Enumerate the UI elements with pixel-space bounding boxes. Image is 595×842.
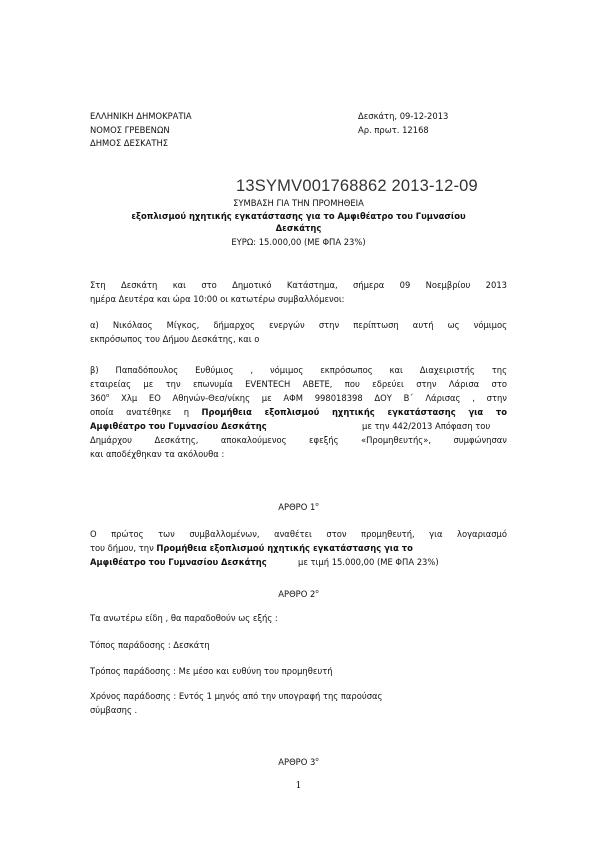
header-date: Δεσκάτη, 09-12-2013 [358, 111, 449, 121]
party-b-line-2: εταιρείας με την επωνυμία EVENTECH ΑΒΕΤΕ, που εδρεύει στην Λάρισα στο [90, 379, 507, 389]
header-municipality: ΔΗΜΟΣ ΔΕΣΚΑΤΗΣ [90, 138, 169, 148]
party-a-line-1: α) Νικόλαος Μίγκος, δήμαρχος ενεργών στην περίπτωση αυτή ως νόμιμος [90, 320, 507, 330]
party-b-line-6: Δημάρχου Δεσκάτης, αποκαλούμενος εφεξής «Προμηθευτής», συμφώνησαν [90, 435, 507, 445]
article-3-heading: ΑΡΘΡΟ $3^o$ [278, 757, 319, 767]
party-a-line-2: εκπρόσωπος του Δήμου Δεσκάτης, και ο [90, 334, 260, 344]
article-1-line-3-rest: με τιμή 15.000,00 (ΜΕ ΦΠΑ 23%) [298, 557, 439, 567]
party-b-line-5-rest: με την 442/2013 Απόφαση του [362, 421, 491, 431]
delivery-place: Τόπος παράδοσης : Δεσκάτη [90, 640, 210, 650]
party-b-line-4: οποία ανατέθηκε η Προμήθεια εξοπλισμού ηχητικής εγκατάστασης για το [90, 407, 507, 417]
contract-title: ΣΥΜΒΑΣΗ ΓΙΑ ΤΗΝ ΠΡΟΜΗΘΕΙΑ [233, 198, 364, 208]
party-b-line-1: β) Παπαδόπουλος Ευθύμιος , νόμιμος εκπρόσωπος και Διαχειριστής της [90, 365, 507, 375]
article-1-line-3-bold: Αμφιθέατρο του Γυμνασίου Δεσκάτης [90, 557, 267, 567]
header-country: ΕΛΛΗΝΙΚΗ ΔΗΜΟΚΡΑΤΙΑ [90, 111, 192, 121]
delivery-time-line-1: Χρόνος παράδοσης : Εντός 1 μηνός από την υπογραφή της παρούσας [90, 691, 383, 701]
contract-subject-cont: Δεσκάτης [275, 223, 322, 233]
contract-subject: εξοπλισμού ηχητικής εγκατάστασης για το Αμφιθέατρο του Γυμνασίου [131, 211, 466, 221]
party-b-line-5-bold: Αμφιθέατρο του Γυμνασίου Δεσκάτης [90, 421, 267, 431]
header-protocol-number: Αρ. πρωτ. 12168 [358, 125, 429, 135]
article-1-line-1: Ο πρώτος των συμβαλλομένων, αναθέτει στον προμηθευτή, για λογαριασμό [90, 529, 507, 539]
delivery-time-line-2: σύμβασης . [90, 705, 138, 715]
intro-line-1: Στη Δεσκάτη και στο Δημοτικό Κατάστημα, σήμερα 09 Νοεμβρίου 2013 [90, 280, 507, 290]
party-b-line-7: και αποδέχθηκαν τα ακόλουθα : [90, 449, 225, 459]
article-1-heading: ΑΡΘΡΟ $1^o$ [278, 502, 319, 512]
article-2-intro: Τα ανωτέρω είδη , θα παραδοθούν ως εξής : [90, 613, 278, 623]
delivery-manner: Τρόπος παράδοσης : Με μέσο και ευθύνη του προμηθευτή [90, 666, 333, 676]
article-2-heading: ΑΡΘΡΟ $2^o$ [278, 589, 319, 599]
contract-amount: ΕΥΡΩ: 15.000,00 (ΜΕ ΦΠΑ 23%) [231, 237, 366, 247]
page-number: 1 [295, 781, 302, 791]
party-b-line-3: $360^o$ Χλμ ΕΟ Αθηνών-Θεσ/νίκης με ΑΦΜ 998018398 ΔΟΥ Β΄ Λάρισας , στην [90, 393, 507, 403]
document-id: 13SYMV001768862 2013-12-09 [236, 177, 478, 195]
header-prefecture: ΝΟΜΟΣ ΓΡΕΒΕΝΩΝ [90, 125, 170, 135]
intro-line-2: ημέρα Δευτέρα και ώρα 10:00 οι κατωτέρω συμβαλλόμενοι: [90, 294, 345, 304]
article-1-line-2: του δήμου, την Προμήθεια εξοπλισμού ηχητικής εγκατάστασης για το [90, 543, 413, 553]
